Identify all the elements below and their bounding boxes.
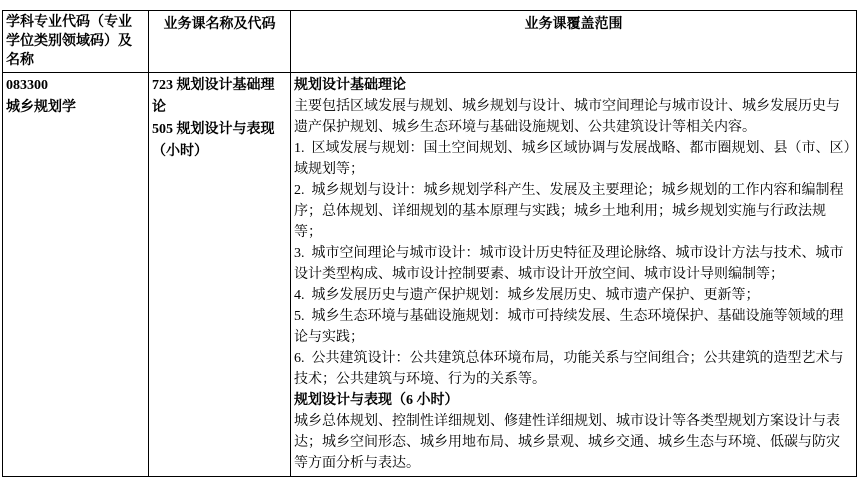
col-header-subject-code: 学科专业代码（专业学位类别领域码）及名称: [3, 11, 149, 73]
coverage-item: 3. 城市空间理论与城市设计：城市设计历史特征及理论脉络、城市设计方法与技术、城市设计类型构成、城市设计控制要素、城市设计开放空间、城市设计导则编制等；: [294, 246, 844, 282]
coverage-item: 1. 区域发展与规划：国土空间规划、城乡区域协调与发展战略、都市圈规划、县（市、区）域规划等；: [294, 141, 851, 177]
coverage-item: 4. 城乡发展历史与遗产保护规划：城乡发展历史、城市遗产保护、更新等；: [294, 288, 760, 303]
subject-code: 083300: [6, 78, 48, 93]
cell-subject: [3, 73, 149, 477]
course-line: 505 规划设计与表现（小时）: [152, 122, 275, 159]
exam-coverage-table: [2, 10, 857, 477]
header-row: [3, 11, 857, 73]
coverage-intro: 主要包括区域发展与规划、城乡规划与设计、城市空间理论与城市设计、城乡发展历史与遗产保护规划、城乡生态环境与基础设施规划、公共建筑设计等相关内容。: [294, 99, 840, 135]
table-row: [3, 73, 857, 477]
cell-courses: [149, 73, 291, 477]
coverage-section2-body: 城乡总体规划、控制性详细规划、修建性详细规划、城市设计等各类型规划方案设计与表达；城乡空间形态、城乡用地布局、城乡景观、城乡交通、城乡生态与环境、低碳与防灾等方面分析与表达。: [294, 414, 840, 471]
coverage-item: 2. 城乡规划与设计：城乡规划学科产生、发展及主要理论；城乡规划的工作内容和编制程序；总体规划、详细规划的基本原理与实践；城乡土地利用；城乡规划实施与行政法规等；: [294, 183, 844, 240]
coverage-item: 5. 城乡生态环境与基础设施规划：城市可持续发展、生态环境保护、基础设施等领域的理论与实践；: [294, 309, 844, 345]
subject-name: 城乡规划学: [6, 100, 76, 115]
cell-coverage: [291, 73, 857, 477]
col-header-coverage: 业务课覆盖范围: [291, 11, 857, 73]
coverage-item: 6. 公共建筑设计：公共建筑总体环境布局，功能关系与空间组合；公共建筑的造型艺术与技术；公共建筑与环境、行为的关系等。: [294, 351, 844, 387]
coverage-section1-title: 规划设计基础理论: [294, 78, 406, 93]
course-line: 723 规划设计基础理论: [152, 78, 275, 115]
coverage-section2-title: 规划设计与表现（6 小时）: [294, 393, 459, 408]
col-header-course-name: 业务课名称及代码: [149, 11, 291, 73]
